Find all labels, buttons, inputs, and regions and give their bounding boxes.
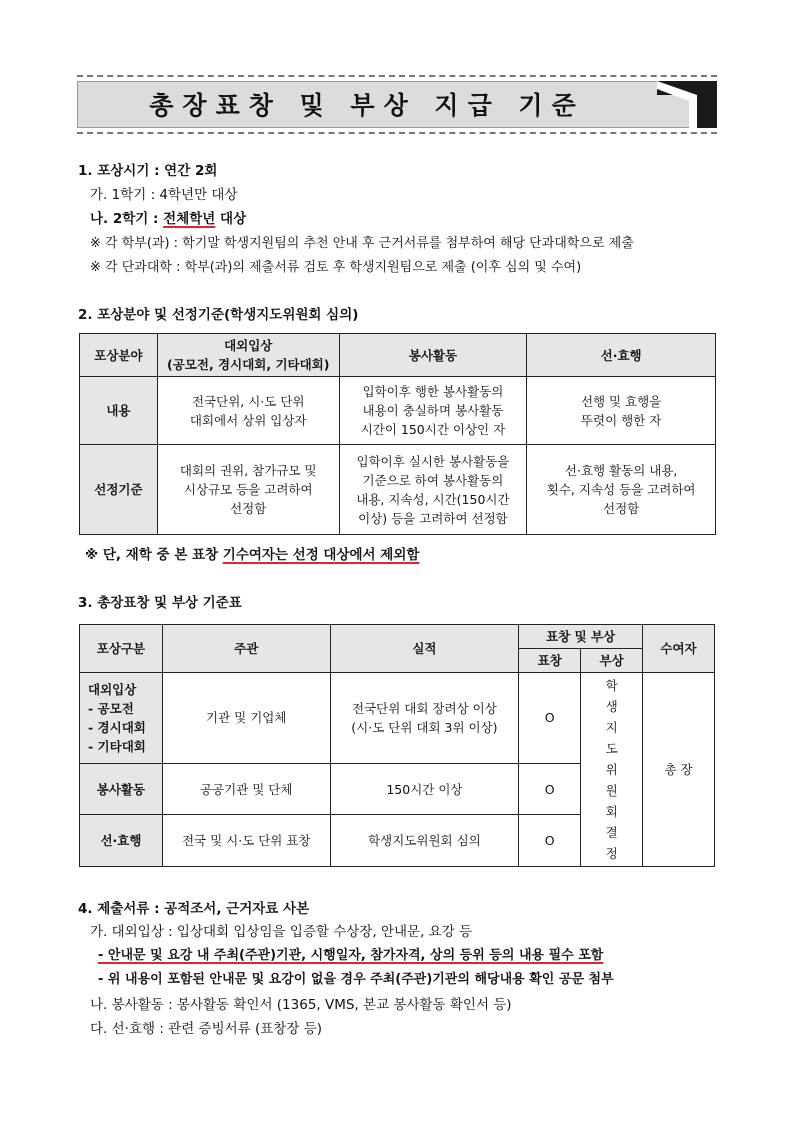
section4-item-a1: - 안내문 및 요강 내 주최(주관)기관, 시행일자, 참가자격, 상의 등위 등의 내용 필수 포함 (98, 948, 604, 963)
criteria-header-good-deeds: 선·효행 (527, 334, 716, 377)
award-table (79, 624, 715, 867)
award-header-record: 실적 (330, 625, 519, 673)
section2-note-highlight: 기수여자는 선정 대상에서 제외함 (222, 547, 420, 563)
criteria-row-content-label: 내용 (80, 377, 158, 445)
section1-item-b-suffix: 대상 (215, 211, 247, 227)
section3-heading: 3. 총장표창 및 부상 기준표 (78, 595, 242, 611)
banner-corner-graphic (657, 81, 717, 128)
award-row-volunteer-record: 150시간 이상 (330, 763, 519, 815)
criteria-header-category: 포상분야 (80, 334, 158, 377)
award-row-volunteer-label: 봉사활동 (80, 763, 163, 815)
award-header-host: 주관 (162, 625, 330, 673)
criteria-content-good-deeds: 선행 및 효행을 뚜렷이 행한 자 (527, 377, 716, 445)
criteria-row-selection-label: 선정기준 (80, 445, 158, 535)
award-giver: 총 장 (643, 673, 715, 867)
section1-item-b-highlight: 전체학년 (163, 211, 216, 227)
criteria-content-volunteer: 입학이후 행한 봉사활동의 내용이 충실하며 봉사활동 시간이 150시간 이상인 자 (339, 377, 527, 445)
award-row-good-deeds-host: 전국 및 시·도 단위 표창 (162, 815, 330, 867)
award-row-competition-record: 전국단위 대회 장려상 이상 (시·도 단위 대회 3위 이상) (330, 673, 519, 764)
criteria-table (79, 333, 716, 535)
page-title: 총장표창 및 부상 지급 기준 (149, 91, 585, 120)
section1-item-a: 가. 1학기 : 4학년만 대상 (90, 187, 238, 203)
criteria-header-competition: 대외입상 (공모전, 경시대회, 기타대회) (157, 334, 339, 377)
award-row-good-deeds-award: O (519, 815, 581, 867)
section4-item-c: 다. 선·효행 : 관련 증빙서류 (표창장 등) (90, 1021, 322, 1037)
award-row-volunteer-award: O (519, 763, 581, 815)
award-header-giver: 수여자 (643, 625, 715, 673)
award-prize-committee-decision: 학 생 지 도 위 원 회 결 정 (581, 673, 643, 867)
award-header-award: 표창 (519, 649, 581, 673)
section1-item-b (90, 210, 246, 228)
section4-item-a: 가. 대외입상 : 입상대회 입상임을 입증할 수상장, 안내문, 요강 등 (90, 924, 473, 940)
criteria-content-competition: 전국단위, 시·도 단위 대회에서 상위 입상자 (157, 377, 339, 445)
section2-note (85, 546, 419, 564)
section2-note-prefix: ※ 단, 재학 중 본 표창 (85, 547, 223, 563)
criteria-selection-competition: 대회의 권위, 참가규모 및 시상규모 등을 고려하여 선정함 (157, 445, 339, 535)
section4-item-b: 나. 봉사활동 : 봉사활동 확인서 (1365, VMS, 본교 봉사활동 확인서 등) (90, 997, 512, 1013)
award-row-competition-label: 대외입상 - 공모전 - 경시대회 - 기타대회 (80, 673, 163, 764)
award-row-good-deeds-label: 선·효행 (80, 815, 163, 867)
section1-heading: 1. 포상시기 : 연간 2회 (78, 163, 218, 179)
section1-note2: ※ 각 단과대학 : 학부(과)의 제출서류 검토 후 학생지원팀으로 제출 (이후 심의 및 수여) (90, 260, 582, 275)
award-row-competition-award: O (519, 673, 581, 764)
award-row-volunteer-host: 공공기관 및 단체 (162, 763, 330, 815)
section1-note1: ※ 각 학부(과) : 학기말 학생지원팀의 추천 안내 후 근거서류를 첨부하여 해당 단과대학으로 제출 (90, 236, 634, 251)
criteria-header-volunteer: 봉사활동 (339, 334, 527, 377)
award-header-category: 포상구분 (80, 625, 163, 673)
award-row-good-deeds-record: 학생지도위원회 심의 (330, 815, 519, 867)
top-dashed-rule (77, 75, 717, 77)
bottom-dashed-rule (77, 132, 717, 134)
award-row-competition-host: 기관 및 기업체 (162, 673, 330, 764)
criteria-selection-volunteer: 입학이후 실시한 봉사활동을 기준으로 하여 봉사활동의 내용, 지속성, 시간(150시간 이상) 등을 고려하여 선정함 (339, 445, 527, 535)
section4-heading: 4. 제출서류 : 공적조서, 근거자료 사본 (78, 901, 310, 917)
section4-item-a2: - 위 내용이 포함된 안내문 및 요강이 없을 경우 주최(주관)기관의 해당내용 확인 공문 첨부 (98, 972, 614, 987)
award-header-award-prize: 표창 및 부상 (519, 625, 643, 649)
award-header-prize: 부상 (581, 649, 643, 673)
section1-item-b-prefix: 나. 2학기 : (90, 211, 164, 227)
criteria-selection-good-deeds: 선·효행 활동의 내용, 횟수, 지속성 등을 고려하여 선정함 (527, 445, 716, 535)
title-banner (77, 81, 717, 128)
section2-heading: 2. 포상분야 및 선정기준(학생지도위원회 심의) (78, 307, 359, 323)
